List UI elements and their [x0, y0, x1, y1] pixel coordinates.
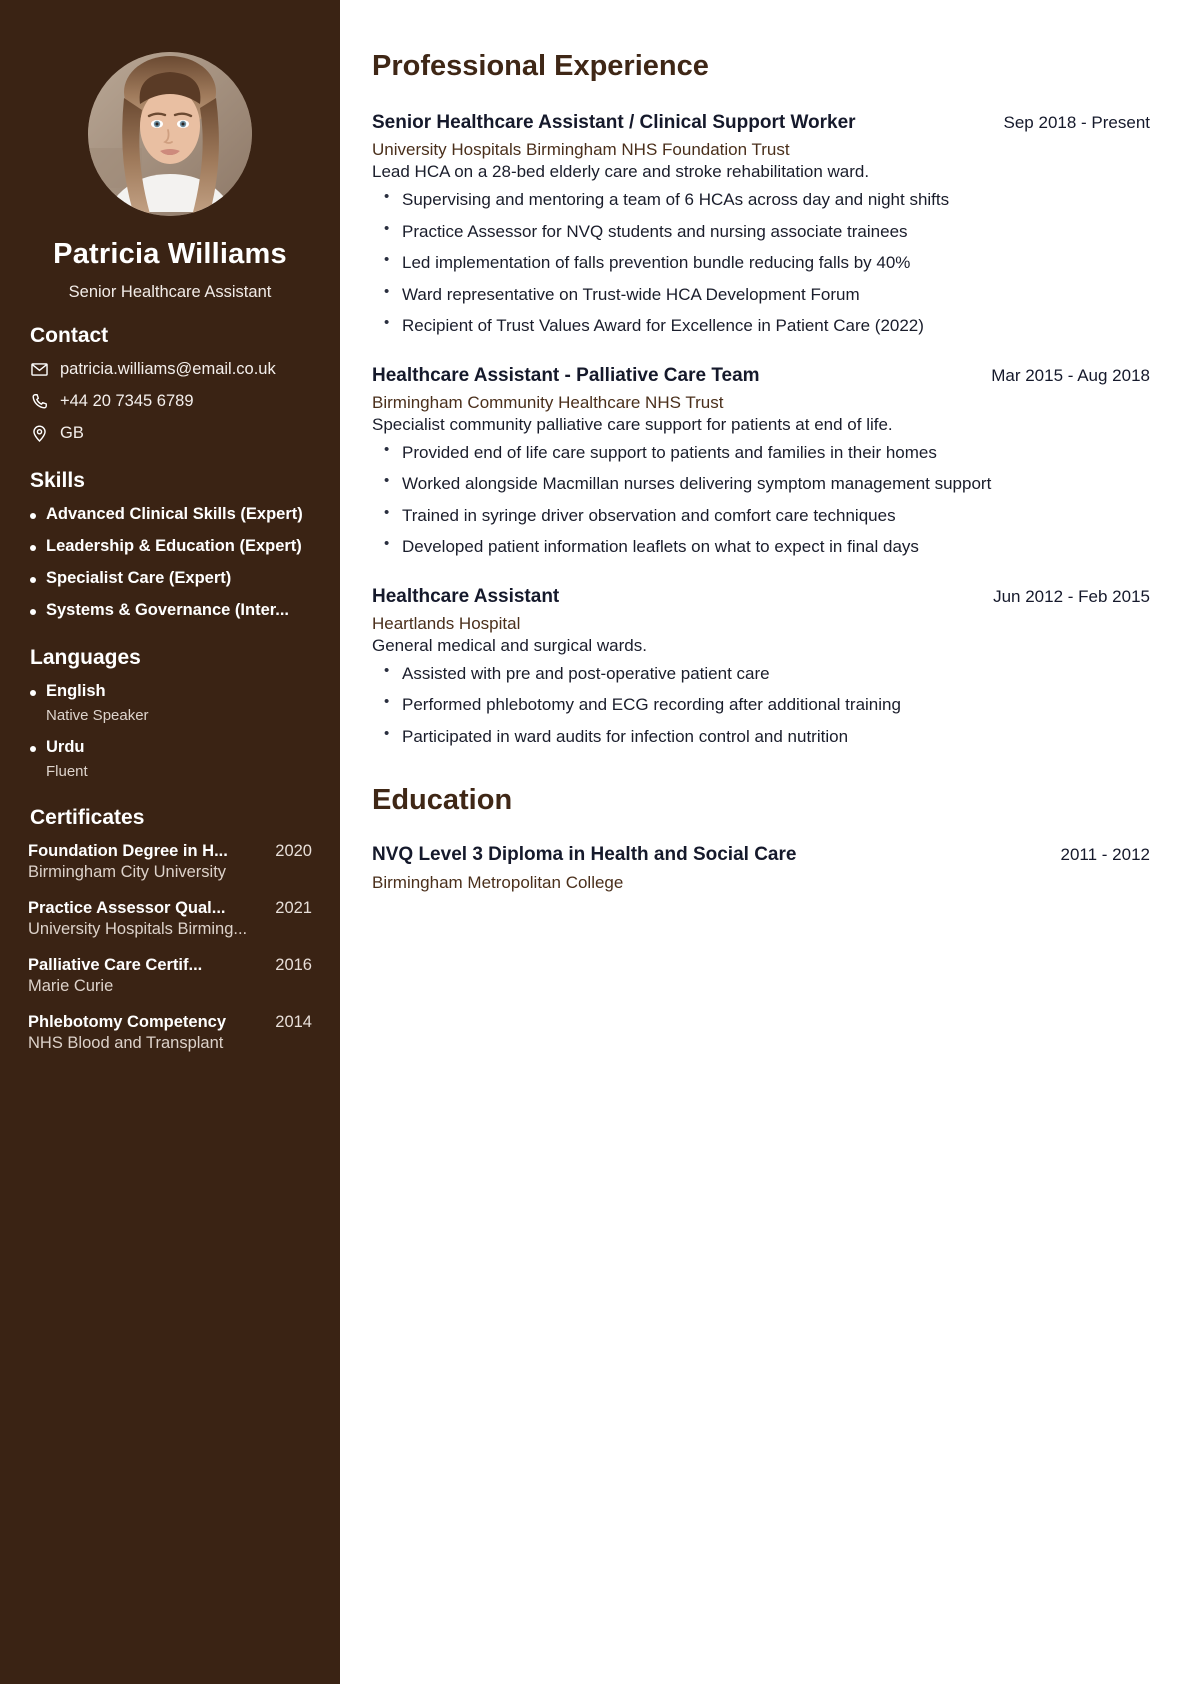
- experience-bullet: • Performed phlebotomy and ECG recording after additional training: [372, 693, 1150, 716]
- certificate-year: 2021: [275, 899, 312, 917]
- certificate-issuer: NHS Blood and Transplant: [28, 1034, 224, 1052]
- experience-date: Jun 2012 - Feb 2015: [993, 586, 1150, 606]
- experience-description: Lead HCA on a 28-bed elderly care and stroke rehabilitation ward.: [372, 162, 870, 182]
- full-name: Patricia Williams: [53, 238, 287, 270]
- experience-bullet: • Assisted with pre and post-operative patient care: [372, 662, 1150, 685]
- certificate-item: [28, 899, 312, 939]
- language-level: Fluent: [46, 763, 88, 780]
- experience-bullet: • Practice Assessor for NVQ students and nursing associate trainees: [372, 220, 1150, 243]
- contact-location-text: GB: [60, 424, 84, 442]
- language-name: English: [46, 682, 106, 700]
- certificate-issuer: University Hospitals Birming...: [28, 920, 248, 938]
- certificate-top-row: [28, 1013, 312, 1032]
- skill-label: Specialist Care (Expert): [46, 569, 232, 587]
- certificate-top-row: [28, 956, 312, 975]
- experience-description: General medical and surgical wards.: [372, 636, 647, 656]
- certificate-top-row: [28, 842, 312, 861]
- language-name-row: [28, 738, 312, 757]
- experience-bullet: • Recipient of Trust Values Award for Excellence in Patient Care (2022): [372, 314, 1150, 337]
- certificate-name: Foundation Degree in H...: [28, 842, 228, 860]
- avatar: [88, 52, 252, 216]
- contact-heading: Contact: [30, 324, 109, 347]
- experience-bullet: • Provided end of life care support to patients and families in their homes: [372, 441, 1150, 464]
- education-title: NVQ Level 3 Diploma in Health and Social Care: [372, 844, 797, 866]
- experience-date: Mar 2015 - Aug 2018: [991, 365, 1150, 385]
- bullet-dot-icon: [30, 545, 36, 551]
- experience-date: Sep 2018 - Present: [1003, 113, 1150, 132]
- experience-bullet-list: [372, 188, 1150, 337]
- certificate-top-row: [28, 899, 312, 918]
- education-date: 2011 - 2012: [1060, 845, 1150, 865]
- experience-bullet: • Participated in ward audits for infection control and nutrition: [372, 725, 1150, 748]
- education-institution: Birmingham Metropolitan College: [372, 872, 624, 892]
- sidebar: [0, 0, 342, 1684]
- avatar-wrap: [28, 0, 312, 216]
- experience-bullet-list: [372, 662, 1150, 748]
- experience-description: Specialist community palliative care support for patients at end of life.: [372, 414, 893, 434]
- skills-heading: Skills: [30, 469, 85, 492]
- skill-item: [28, 601, 312, 620]
- education-entry: [372, 843, 1150, 892]
- experience-entry-header: [372, 585, 1150, 609]
- certificate-issuer: Marie Curie: [28, 977, 114, 995]
- experience-organization: Birmingham Community Healthcare NHS Trust: [372, 392, 724, 412]
- certificate-name: Phlebotomy Competency: [28, 1013, 227, 1031]
- contact-location[interactable]: [28, 424, 312, 443]
- certificate-issuer: Birmingham City University: [28, 863, 227, 881]
- skill-item: [28, 569, 312, 588]
- language-item: [28, 738, 312, 780]
- experience-bullet: • Led implementation of falls prevention bundle reducing falls by 40%: [372, 251, 1150, 274]
- location-pin-icon: [30, 424, 49, 443]
- education-entry-header: [372, 843, 1150, 867]
- experience-bullet: • Worked alongside Macmillan nurses delivering symptom management support: [372, 472, 1150, 495]
- experience-title: Senior Healthcare Assistant / Clinical Support Worker: [372, 112, 856, 133]
- certificate-item: [28, 1013, 312, 1053]
- experience-entry: [372, 364, 1150, 559]
- experience-title: Healthcare Assistant - Palliative Care Team: [372, 364, 760, 386]
- languages-heading: Languages: [30, 646, 141, 669]
- contact-email-text: patricia.williams@email.co.uk: [60, 360, 276, 378]
- certificate-year: 2020: [275, 842, 312, 860]
- skill-label: Advanced Clinical Skills (Expert): [46, 505, 303, 523]
- envelope-icon: [30, 360, 49, 379]
- experience-organization: University Hospitals Birmingham NHS Foundation Trust: [372, 140, 790, 160]
- experience-bullet-list: [372, 441, 1150, 559]
- certificate-name: Practice Assessor Qual...: [28, 899, 226, 917]
- skill-item: [28, 537, 312, 556]
- experience-entry-header: [372, 111, 1150, 135]
- certificate-item: [28, 956, 312, 996]
- bullet-dot-icon: [30, 577, 36, 583]
- bullet-dot-icon: [30, 746, 36, 752]
- certificate-year: 2014: [275, 1013, 312, 1031]
- certificate-name: Palliative Care Certif...: [28, 956, 203, 974]
- skill-item: [28, 505, 312, 524]
- language-name-row: [28, 682, 312, 701]
- experience-organization: Heartlands Hospital: [372, 614, 521, 634]
- portrait-photo-icon: [88, 52, 252, 216]
- experience-entry-header: [372, 364, 1150, 388]
- experience-bullet: • Developed patient information leaflets on what to expect in final days: [372, 535, 1150, 558]
- experience-bullet: • Supervising and mentoring a team of 6 HCAs across day and night shifts: [372, 188, 1150, 211]
- phone-icon: [30, 392, 49, 411]
- certificate-item: [28, 842, 312, 882]
- bullet-dot-icon: [30, 609, 36, 615]
- language-name: Urdu: [46, 738, 85, 756]
- experience-bullet: • Ward representative on Trust-wide HCA Development Forum: [372, 283, 1150, 306]
- language-item: [28, 682, 312, 724]
- bullet-dot-icon: [30, 513, 36, 519]
- experience-title: Healthcare Assistant: [372, 585, 560, 607]
- skill-label: Leadership & Education (Expert): [46, 537, 302, 555]
- experience-entry: [372, 111, 1150, 338]
- education-section-title: Education: [372, 784, 513, 817]
- experience-bullet: • Trained in syringe driver observation and comfort care techniques: [372, 504, 1150, 527]
- contact-phone-text: +44 20 7345 6789: [60, 392, 194, 410]
- skill-label: Systems & Governance (Inter...: [46, 601, 290, 619]
- certificate-year: 2016: [275, 956, 312, 974]
- language-level: Native Speaker: [46, 707, 149, 724]
- experience-entry: [372, 585, 1150, 749]
- contact-email[interactable]: [28, 360, 312, 379]
- job-title: Senior Healthcare Assistant: [68, 283, 272, 301]
- main-content: [342, 0, 1190, 1684]
- certificates-heading: Certificates: [30, 806, 145, 829]
- bullet-dot-icon: [30, 690, 36, 696]
- experience-section-title: Professional Experience: [372, 50, 709, 82]
- contact-phone[interactable]: [28, 392, 312, 411]
